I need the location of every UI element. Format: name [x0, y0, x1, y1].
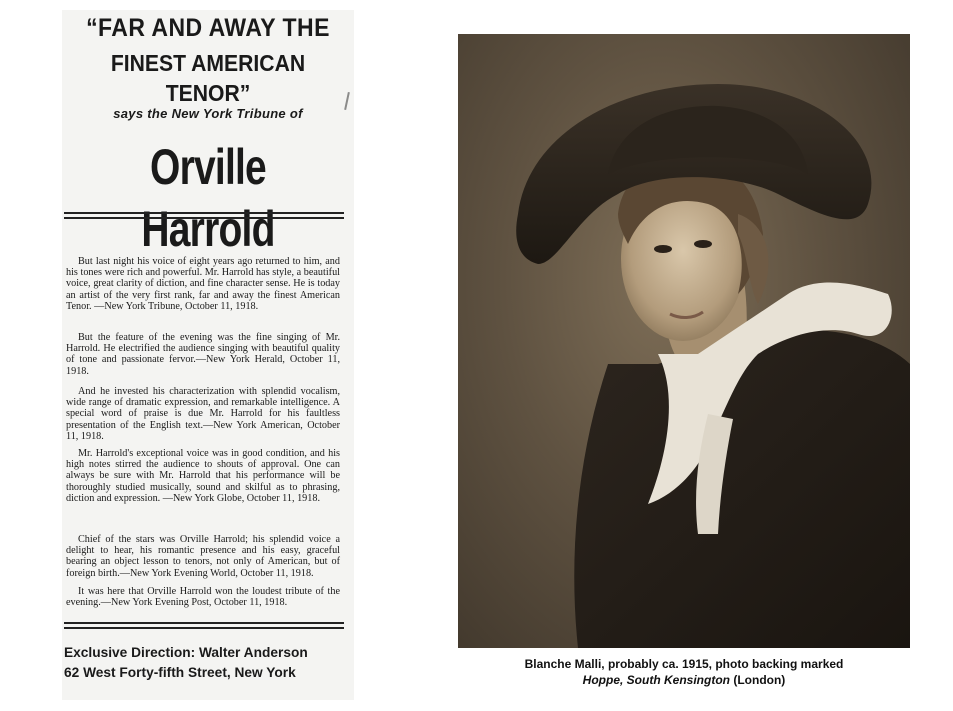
eye: [694, 240, 712, 248]
review-quote: But the feature of the evening was the fine singing of Mr. Harrold. He electrified the audience singing with beautiful quality of tone and passionate fervor.—New York Herald, October 11, 1918.: [66, 332, 340, 377]
caption-line-1: Blanche Malli, probably ca. 1915, photo backing marked: [524, 657, 844, 671]
photo-caption: [458, 656, 910, 688]
review-quote: But last night his voice of eight years ago returned to him, and his tones were rich and powerful. Mr. Harrold has style, a beautiful voice, great clarity of diction, and fine character sense. He is today an artist of the very first rank, far and away the finest American Tenor. —New York Tribune, October 11, 1918.: [66, 256, 340, 312]
caption-line-2: [458, 672, 910, 688]
tenor-name: Orville Harrold: [141, 139, 275, 257]
caption-studio: Hoppe, South Kensington: [582, 673, 730, 687]
address-line: 62 West Forty-fifth Street, New York: [64, 664, 296, 680]
portrait-photo: [458, 34, 910, 648]
review-quote: Chief of the stars was Orville Harrold; his splendid voice a delight to hear, his romantic presence and his easy, graceful bearing an object lesson to tenors, not only of American, but of foreign birth.—New York Evening World, October 11, 1918.: [66, 534, 340, 579]
divider-rule: [64, 627, 344, 629]
caption-location: (London): [730, 673, 786, 687]
management-info: [64, 642, 342, 682]
review-quote: It was here that Orville Harrold won the loudest tribute of the evening.—New York Evening Post, October 11, 1918.: [66, 586, 340, 609]
portrait-illustration: [458, 34, 910, 648]
divider-rule: [64, 622, 344, 624]
review-quote: And he invested his characterization with splendid vocalism, wide range of dramatic expression, and remarkable intelligence. A special word of praise is due Mr. Harrold for his faultless presentation of the English text.—New York American, October 11, 1918.: [66, 386, 340, 442]
headline-line-1: “FAR AND AWAY THE: [86, 14, 330, 42]
direction-line: Exclusive Direction: Walter Anderson: [64, 644, 308, 660]
divider-rule: [64, 212, 344, 214]
newspaper-clipping: [62, 10, 354, 700]
eye: [654, 245, 672, 253]
headline-line-2: FINEST AMERICAN TENOR”: [110, 50, 306, 106]
coat: [574, 330, 910, 648]
subhead: says the New York Tribune of: [113, 106, 303, 121]
divider-rule: [64, 217, 344, 219]
review-quote: Mr. Harrold's exceptional voice was in good condition, and his high notes stirred the audience to shouts of approval. One can always be sure with Mr. Harrold that his performance will be thoroughly studied musically, sound and skilful as to phrasing, diction and expression. —New York Globe, October 11, 1918.: [66, 448, 340, 504]
